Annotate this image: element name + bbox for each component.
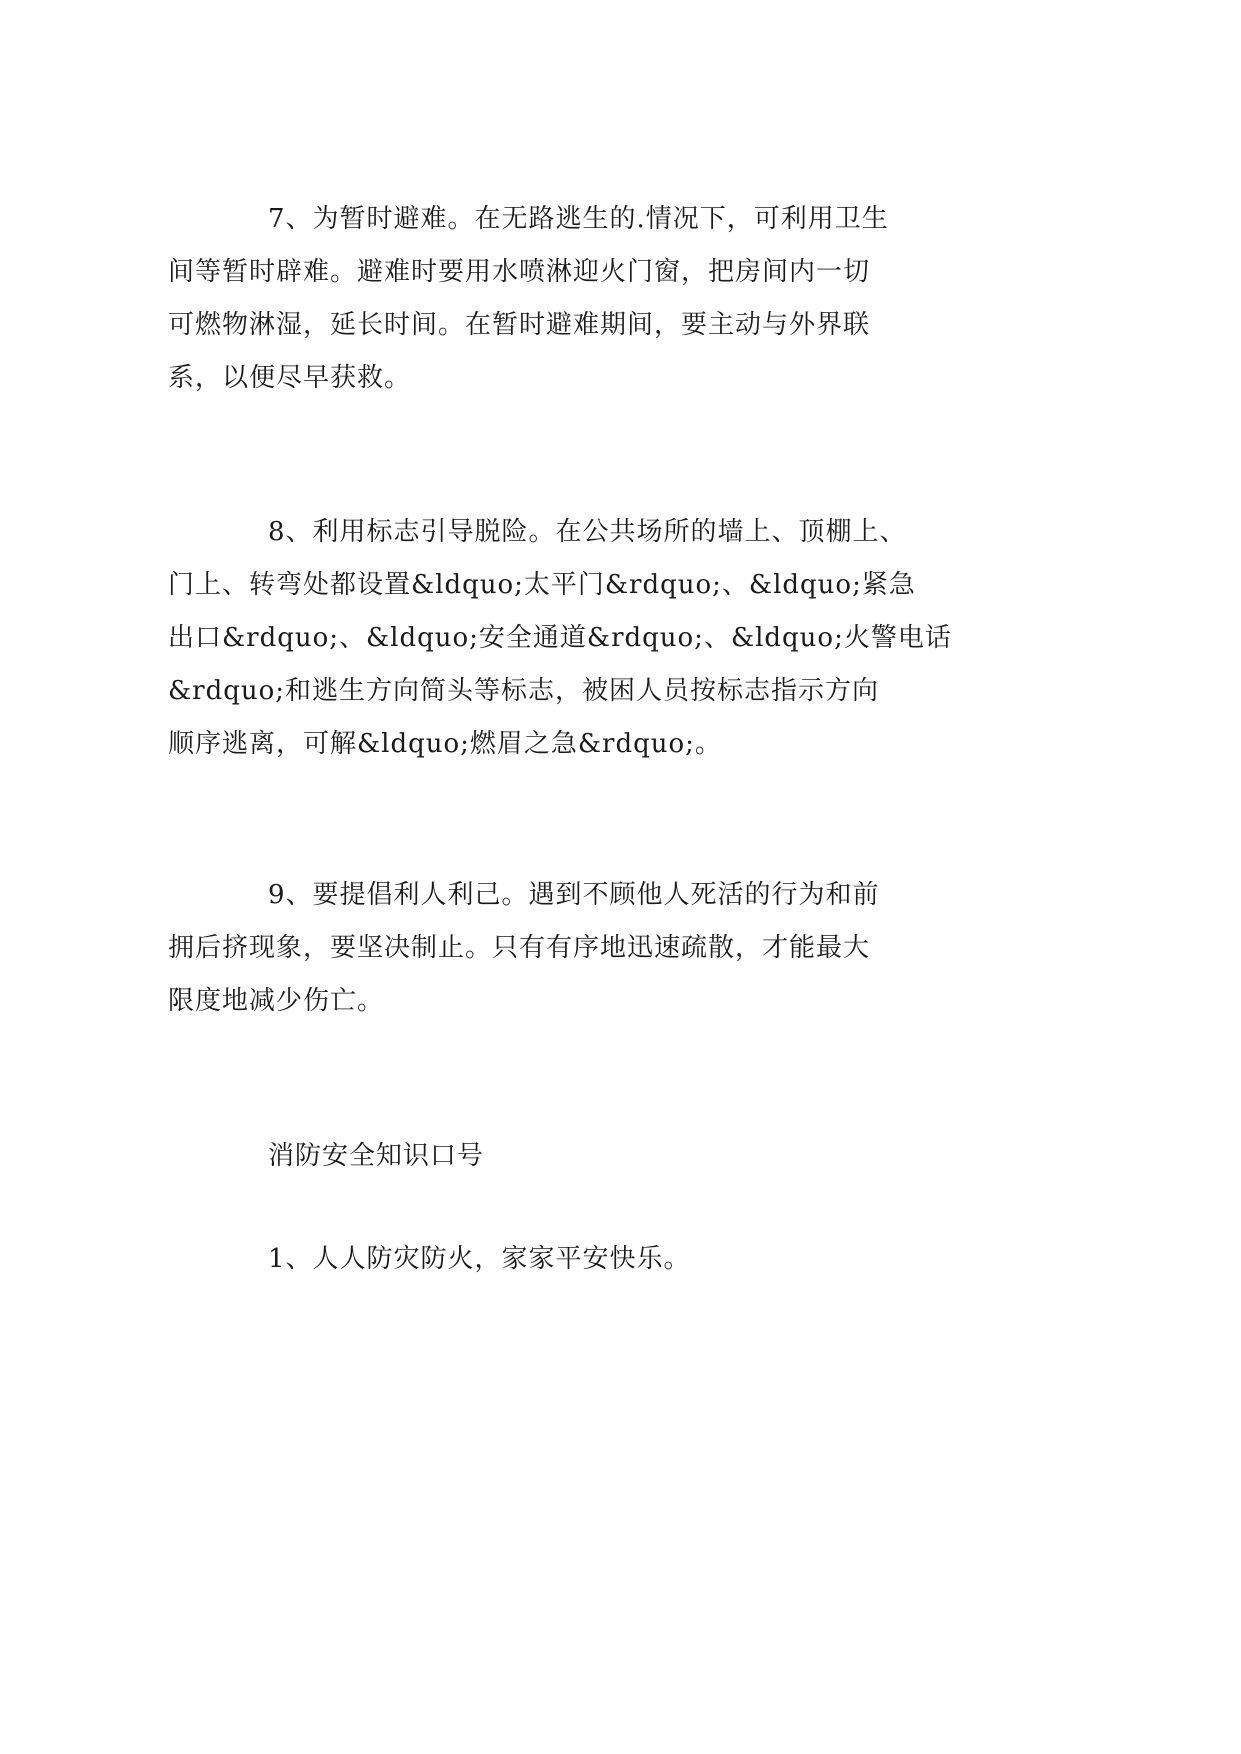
paragraph-7 <box>168 193 958 405</box>
heading-text: 消防安全知识口号 <box>268 1141 485 1171</box>
text-line: 拥后挤现象，要坚决制止。只有有序地迅速疏散，才能最大 <box>168 933 871 963</box>
paragraph-9 <box>168 869 958 1028</box>
text-line: 间等暂时辟难。避难时要用水喷淋迎火门窗，把房间内一切 <box>168 257 871 287</box>
text-line: 8、利用标志引导脱险。在公共场所的墙上、顶棚上、 <box>268 517 907 547</box>
text-line: 顺序逃离，可解&ldquo;燃眉之急&rdquo;。 <box>168 729 722 759</box>
text-line: 限度地减少伤亡。 <box>168 986 385 1016</box>
text-line: 9、要提倡利人利己。遇到不顾他人死活的行为和前 <box>268 880 880 910</box>
text-line: 系，以便尽早获救。 <box>168 363 412 393</box>
section-heading <box>168 1130 958 1183</box>
slogan-text: 1、人人防灾防火，家家平安快乐。 <box>268 1244 691 1274</box>
text-line: 可燃物淋湿，延长时间。在暂时避难期间，要主动与外界联 <box>168 310 871 340</box>
paragraph-8 <box>168 506 958 771</box>
text-line: &rdquo;和逃生方向简头等标志，被困人员按标志指示方向 <box>168 676 880 706</box>
text-line: 出口&rdquo;、&ldquo;安全通道&rdquo;、&ldquo;火警电话 <box>168 623 952 653</box>
text-line: 门上、转弯处都设置&ldquo;太平门&rdquo;、&ldquo;紧急 <box>168 570 916 600</box>
text-line: 7、为暂时避难。在无路逃生的.情况下，可利用卫生 <box>268 204 889 234</box>
slogan-item <box>168 1233 958 1286</box>
